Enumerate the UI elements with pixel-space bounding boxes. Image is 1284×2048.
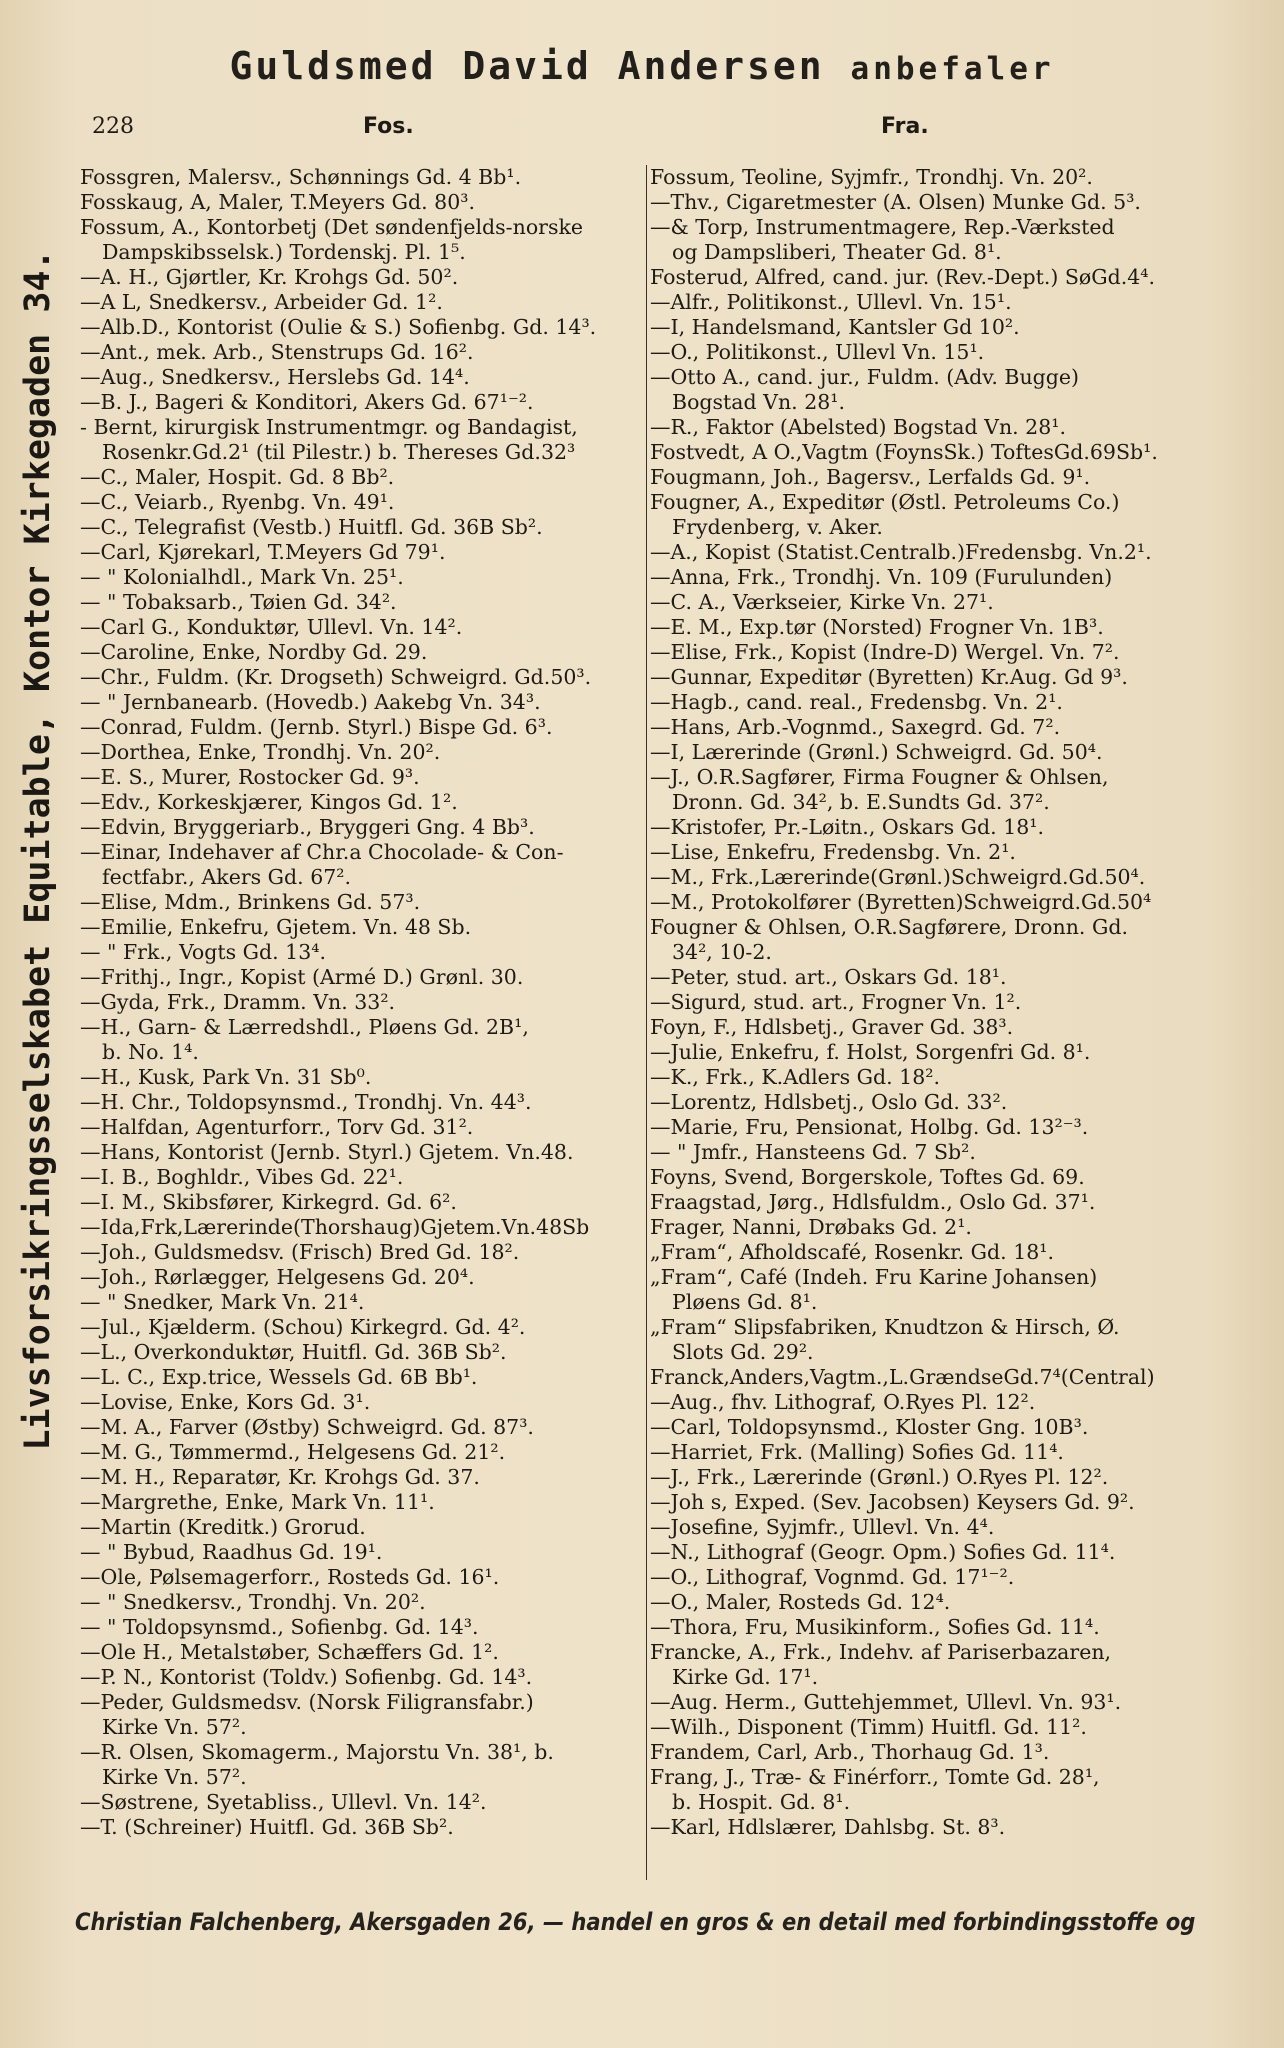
directory-entry-line: —H. Chr., Toldopsynsmd., Trondhj. Vn. 44³. (80, 1090, 532, 1114)
directory-entry-line: — " Bybud, Raadhus Gd. 19¹. (80, 1540, 383, 1564)
directory-entry-line: —O., Maler, Rosteds Gd. 12⁴. (650, 1590, 951, 1614)
directory-entry-line: —Halfdan, Agenturforr., Torv Gd. 31². (80, 1115, 474, 1139)
directory-entry-line: —Elise, Mdm., Brinkens Gd. 57³. (80, 890, 421, 914)
directory-entry-line: —Caroline, Enke, Nordby Gd. 29. (80, 640, 428, 664)
directory-entry-line: „Fram“, Café (Indeh. Fru Karine Johansen) (650, 1265, 1098, 1289)
directory-entry-line: —Joh., Rørlægger, Helgesens Gd. 20⁴. (80, 1265, 475, 1289)
directory-entry-line: —Edv., Korkeskjærer, Kingos Gd. 1². (80, 790, 458, 814)
directory-entry-line: Fraagstad, Jørg., Hdlsfuldm., Oslo Gd. 37¹. (650, 1190, 1096, 1214)
directory-entry-line: —Gyda, Frk., Dramm. Vn. 33². (80, 990, 396, 1014)
directory-entry-line: Fossum, A., Kontorbetj (Det søndenfjelds-norske (80, 215, 584, 239)
directory-entry-line: Francke, A., Frk., Indehv. af Pariserbazaren, (650, 1640, 1112, 1664)
directory-entry-line: og Dampsliberi, Theater Gd. 8¹. (672, 240, 1002, 264)
directory-entry-line: Fougner & Ohlsen, O.R.Sagførere, Dronn. Gd. (650, 915, 1128, 939)
directory-entry-line: — " Jmfr., Hansteens Gd. 7 Sb². (650, 1140, 976, 1164)
directory-entry-line: fectfabr., Akers Gd. 67². (102, 865, 352, 889)
directory-entry-line: —Edvin, Bryggeriarb., Bryggeri Gng. 4 Bb³. (80, 815, 535, 839)
directory-entry-line: —L. C., Exp.trice, Wessels Gd. 6B Bb¹. (80, 1365, 478, 1389)
directory-entry-line: —Carl, Kjørekarl, T.Meyers Gd 79¹. (80, 540, 446, 564)
directory-entry-line: Frang, J., Træ- & Finérforr., Tomte Gd. 28¹, (650, 1765, 1100, 1789)
directory-entry-line: —Otto A., cand. jur., Fuldm. (Adv. Bugge) (650, 365, 1080, 389)
directory-entry-line: —Aug., fhv. Lithograf, O.Ryes Pl. 12². (650, 1390, 1036, 1414)
directory-entry-line: —Elise, Frk., Kopist (Indre-D) Wergel. Vn. 7². (650, 640, 1120, 664)
directory-entry-line: —Thv., Cigaretmester (A. Olsen) Munke Gd. 5³. (650, 190, 1141, 214)
directory-entry-line: —R., Faktor (Abelsted) Bogstad Vn. 28¹. (650, 415, 1067, 439)
directory-entry-line: —L., Overkonduktør, Huitfl. Gd. 36B Sb². (80, 1340, 507, 1364)
directory-entry-line: „Fram“, Afholdscafé, Rosenkr. Gd. 18¹. (650, 1240, 1055, 1264)
directory-entry-line: —Joh., Guldsmedsv. (Frisch) Bred Gd. 18². (80, 1240, 520, 1264)
directory-entry-line: —Marie, Fru, Pensionat, Holbg. Gd. 13²⁻³. (650, 1115, 1089, 1139)
directory-entry-line: —Anna, Frk., Trondhj. Vn. 109 (Furulunden) (650, 565, 1113, 589)
directory-entry-line: —Jul., Kjælderm. (Schou) Kirkegrd. Gd. 4². (80, 1315, 526, 1339)
directory-entry-line: — " Snedker, Mark Vn. 21⁴. (80, 1290, 365, 1314)
directory-entry-line: —Lise, Enkefru, Fredensbg. Vn. 2¹. (650, 840, 1016, 864)
directory-entry-line: —T. (Schreiner) Huitfl. Gd. 36B Sb². (80, 1815, 454, 1839)
directory-entry-line: Foyns, Svend, Borgerskole, Toftes Gd. 69. (650, 1165, 1085, 1189)
directory-entry-line: —Aug., Snedkersv., Herslebs Gd. 14⁴. (80, 365, 470, 389)
directory-entry-line: —Karl, Hdlslærer, Dahlsbg. St. 8³. (650, 1815, 1006, 1839)
directory-entry-line: — " Kolonialhdl., Mark Vn. 25¹. (80, 565, 404, 589)
directory-entry-line: —Ant., mek. Arb., Stenstrups Gd. 16². (80, 340, 474, 364)
right-column (650, 165, 1170, 1840)
directory-entry-line: Frydenberg, v. Aker. (672, 515, 883, 539)
directory-entry-line: —C., Telegrafist (Vestb.) Huitfl. Gd. 36B Sb². (80, 515, 543, 539)
directory-entry-line: Foyn, F., Hdlsbetj., Graver Gd. 38³. (650, 1015, 1014, 1039)
directory-entry-line: „Fram“ Slipsfabriken, Knudtzon & Hirsch, Ø. (650, 1315, 1120, 1339)
directory-entry-line: —Ida,Frk,Lærerinde(Thorshaug)Gjetem.Vn.48Sb (80, 1215, 590, 1239)
directory-entry-line: —Joh s, Exped. (Sev. Jacobsen) Keysers Gd. 9². (650, 1490, 1135, 1514)
directory-entry-line: —M. H., Reparatør, Kr. Krohgs Gd. 37. (80, 1465, 480, 1489)
footer-advertisement: Christian Falchenberg, Akersgaden 26, — handel en gros & en detail med forbindingsstoffe og (75, 1908, 1196, 1936)
directory-entry-line: —Sigurd, stud. art., Frogner Vn. 1². (650, 990, 1022, 1014)
directory-entry-line: —Carl, Toldopsynsmd., Kloster Gng. 10B³. (650, 1415, 1089, 1439)
directory-entry-line: —I, Handelsmand, Kantsler Gd 10². (650, 315, 1020, 339)
directory-entry-line: —Søstrene, Syetabliss., Ullevl. Vn. 14². (80, 1790, 487, 1814)
directory-entry-line: —I, Lærerinde (Grønl.) Schweigrd. Gd. 50⁴. (650, 740, 1103, 764)
directory-entry-line: Rosenkr.Gd.2¹ (til Pilestr.) b. Thereses Gd.32³ (102, 440, 576, 464)
directory-entry-line: —Aug. Herm., Guttehjemmet, Ullevl. Vn. 93¹. (650, 1690, 1122, 1714)
directory-entry-line: —O., Politikonst., Ullevl Vn. 15¹. (650, 340, 985, 364)
directory-entry-line: Fougner, A., Expeditør (Østl. Petroleums Co.) (650, 490, 1120, 514)
directory-entry-line: —B. J., Bageri & Konditori, Akers Gd. 67¹⁻². (80, 390, 534, 414)
side-advertisement: Livsforsikringsselskabet Equitable, Kontor Kirkegaden 34. (18, 249, 58, 1451)
header-subtitle: anbefaler (850, 51, 1055, 87)
directory-entry-line: —Ole, Pølsemagerforr., Rosteds Gd. 16¹. (80, 1565, 500, 1589)
directory-entry-line: Franck,Anders,Vagtm.,L.GrændseGd.7⁴(Central) (650, 1365, 1155, 1389)
directory-entry-line: —M., Protokolfører (Byretten)Schweigrd.Gd.50⁴ (650, 890, 1152, 914)
directory-entry-line: Bogstad Vn. 28¹. (672, 390, 846, 414)
directory-entry-line: —Alfr., Politikonst., Ullevl. Vn. 15¹. (650, 290, 1012, 314)
directory-entry-line: Pløens Gd. 8¹. (672, 1290, 818, 1314)
directory-entry-line: 34², 10-2. (672, 940, 772, 964)
directory-entry-line: —M. A., Farver (Østby) Schweigrd. Gd. 87³. (80, 1415, 534, 1439)
directory-entry-line: —H., Garn- & Lærredshdl., Pløens Gd. 2B¹, (80, 1015, 529, 1039)
directory-entry-line: — " Tobaksarb., Tøien Gd. 34². (80, 590, 397, 614)
directory-entry-line: Kirke Vn. 57². (102, 1715, 247, 1739)
directory-entry-line: —Martin (Kreditk.) Grorud. (80, 1515, 366, 1539)
directory-entry-line: - Bernt, kirurgisk Instrumentmgr. og Bandagist, (80, 415, 578, 439)
directory-entry-line: —Chr., Fuldm. (Kr. Drogseth) Schweigrd. Gd.50³. (80, 665, 592, 689)
directory-entry-line: b. Hospit. Gd. 8¹. (672, 1790, 851, 1814)
page-number: 228 (92, 114, 134, 139)
directory-entry-line: Fosskaug, A, Maler, T.Meyers Gd. 80³. (80, 190, 476, 214)
directory-entry-line: —Einar, Indehaver af Chr.a Chocolade- & Con- (80, 840, 564, 864)
directory-entry-line: —Gunnar, Expeditør (Byretten) Kr.Aug. Gd 9³. (650, 665, 1128, 689)
directory-entry-line: —Emilie, Enkefru, Gjetem. Vn. 48 Sb. (80, 915, 472, 939)
directory-entry-line: —Peder, Guldsmedsv. (Norsk Filigransfabr.) (80, 1690, 534, 1714)
directory-entry-line: —Hans, Kontorist (Jernb. Styrl.) Gjetem. Vn.48. (80, 1140, 574, 1164)
directory-entry-line: b. No. 1⁴. (102, 1040, 199, 1064)
directory-entry-line: —Thora, Fru, Musikinform., Sofies Gd. 11⁴. (650, 1615, 1100, 1639)
directory-entry-line: —C. A., Værkseier, Kirke Vn. 27¹. (650, 590, 994, 614)
directory-entry-line: —J., Frk., Lærerinde (Grønl.) O.Ryes Pl. 12². (650, 1465, 1109, 1489)
directory-entry-line: —Conrad, Fuldm. (Jernb. Styrl.) Bispe Gd. 6³. (80, 715, 553, 739)
directory-entry-line: —A. H., Gjørtler, Kr. Krohgs Gd. 50². (80, 265, 459, 289)
directory-entry-line: —P. N., Kontorist (Toldv.) Sofienbg. Gd. 14³. (80, 1665, 533, 1689)
directory-entry-line: —Lorentz, Hdlsbetj., Oslo Gd. 33². (650, 1090, 1008, 1114)
directory-entry-line: — " Toldopsynsmd., Sofienbg. Gd. 14³. (80, 1615, 479, 1639)
directory-entry-line: —Lovise, Enke, Kors Gd. 3¹. (80, 1390, 371, 1414)
directory-entry-line: —Kristofer, Pr.-Løitn., Oskars Gd. 18¹. (650, 815, 1045, 839)
directory-entry-line: —N., Lithograf (Geogr. Opm.) Sofies Gd. 11⁴. (650, 1540, 1116, 1564)
directory-entry-line: —Julie, Enkefru, f. Holst, Sorgenfri Gd. 8¹. (650, 1040, 1091, 1064)
directory-entry-line: Slots Gd. 29². (672, 1340, 814, 1364)
directory-entry-line: Fosterud, Alfred, cand. jur. (Rev.-Dept.) SøGd.4⁴. (650, 265, 1156, 289)
directory-entry-line: —K., Frk., K.Adlers Gd. 18². (650, 1065, 940, 1089)
directory-entry-line: —Harriet, Frk. (Malling) Sofies Gd. 11⁴. (650, 1440, 1064, 1464)
directory-entry-line: — " Jernbanearb. (Hovedb.) Aakebg Vn. 34³. (80, 690, 541, 714)
directory-entry-line: —E. S., Murer, Rostocker Gd. 9³. (80, 765, 420, 789)
column-head-left: Fos. (363, 114, 414, 139)
directory-entry-line: Fossum, Teoline, Syjmfr., Trondhj. Vn. 20². (650, 165, 1093, 189)
directory-entry-line: Dampskibsselsk.) Tordenskj. Pl. 1⁵. (102, 240, 466, 264)
directory-entry-line: —Wilh., Disponent (Timm) Huitfl. Gd. 11². (650, 1715, 1087, 1739)
directory-entry-line: —Josefine, Syjmfr., Ullevl. Vn. 4⁴. (650, 1515, 995, 1539)
directory-entry-line: —Carl G., Konduktør, Ullevl. Vn. 14². (80, 615, 463, 639)
directory-entry-line: — " Frk., Vogts Gd. 13⁴. (80, 940, 326, 964)
directory-entry-line: —Peter, stud. art., Oskars Gd. 18¹. (650, 965, 1007, 989)
directory-entry-line: —R. Olsen, Skomagerm., Majorstu Vn. 38¹, b. (80, 1740, 554, 1764)
directory-entry-line: —J., O.R.Sagfører, Firma Fougner & Ohlsen, (650, 765, 1109, 789)
directory-entry-line: Fossgren, Malersv., Schønnings Gd. 4 Bb¹. (80, 165, 522, 189)
directory-entry-line: —I. B., Boghldr., Vibes Gd. 22¹. (80, 1165, 404, 1189)
directory-entry-line: Frandem, Carl, Arb., Thorhaug Gd. 1³. (650, 1740, 1050, 1764)
directory-entry-line: —H., Kusk, Park Vn. 31 Sb⁰. (80, 1065, 372, 1089)
directory-entry-line: —C., Veiarb., Ryenbg. Vn. 49¹. (80, 490, 395, 514)
directory-entry-line: —Dorthea, Enke, Trondhj. Vn. 20². (80, 740, 441, 764)
directory-entry-line: —A., Kopist (Statist.Centralb.)Fredensbg. Vn.2¹. (650, 540, 1152, 564)
directory-entry-line: —Ole H., Metalstøber, Schæffers Gd. 1². (80, 1640, 499, 1664)
directory-entry-line: —Alb.D., Kontorist (Oulie & S.) Sofienbg. Gd. 14³. (80, 315, 597, 339)
header-title: Guldsmed David Andersen (229, 44, 825, 88)
directory-entry-line: —Margrethe, Enke, Mark Vn. 11¹. (80, 1490, 435, 1514)
directory-entry-line: — " Snedkersv., Trondhj. Vn. 20². (80, 1590, 426, 1614)
directory-entry-line: —& Torp, Instrumentmagere, Rep.-Værksted (650, 215, 1115, 239)
directory-entry-line: Fostvedt, A O.,Vagtm (FoynsSk.) ToftesGd.69Sb¹. (650, 440, 1158, 464)
directory-entry-line: —Hans, Arb.-Vognmd., Saxegrd. Gd. 7². (650, 715, 1061, 739)
directory-entry-line: —I. M., Skibsfører, Kirkegrd. Gd. 6². (80, 1190, 457, 1214)
directory-entry-line: —Hagb., cand. real., Fredensbg. Vn. 2¹. (650, 690, 1063, 714)
directory-entry-line: Dronn. Gd. 34², b. E.Sundts Gd. 37². (672, 790, 1050, 814)
left-column (80, 165, 646, 1840)
directory-entry-line: Kirke Gd. 17¹. (672, 1665, 819, 1689)
directory-entry-line: —C., Maler, Hospit. Gd. 8 Bb². (80, 465, 395, 489)
directory-entry-line: —A L, Snedkersv., Arbeider Gd. 1². (80, 290, 443, 314)
directory-entry-line: Frager, Nanni, Drøbaks Gd. 2¹. (650, 1215, 972, 1239)
page-header (0, 44, 1284, 88)
directory-entry-line: Fougmann, Joh., Bagersv., Lerfalds Gd. 9¹. (650, 465, 1091, 489)
directory-entry-line: —M. G., Tømmermd., Helgesens Gd. 21². (80, 1440, 506, 1464)
directory-entry-line: —Frithj., Ingr., Kopist (Armé D.) Grønl. 30. (80, 965, 524, 989)
column-head-right: Fra. (881, 114, 929, 139)
directory-entry-line: Kirke Vn. 57². (102, 1765, 247, 1789)
column-divider (646, 165, 647, 1880)
directory-entry-line: —E. M., Exp.tør (Norsted) Frogner Vn. 1B³. (650, 615, 1104, 639)
directory-entry-line: —M., Frk.,Lærerinde(Grønl.)Schweigrd.Gd.50⁴. (650, 865, 1146, 889)
directory-entry-line: —O., Lithograf, Vognmd. Gd. 17¹⁻². (650, 1565, 1015, 1589)
